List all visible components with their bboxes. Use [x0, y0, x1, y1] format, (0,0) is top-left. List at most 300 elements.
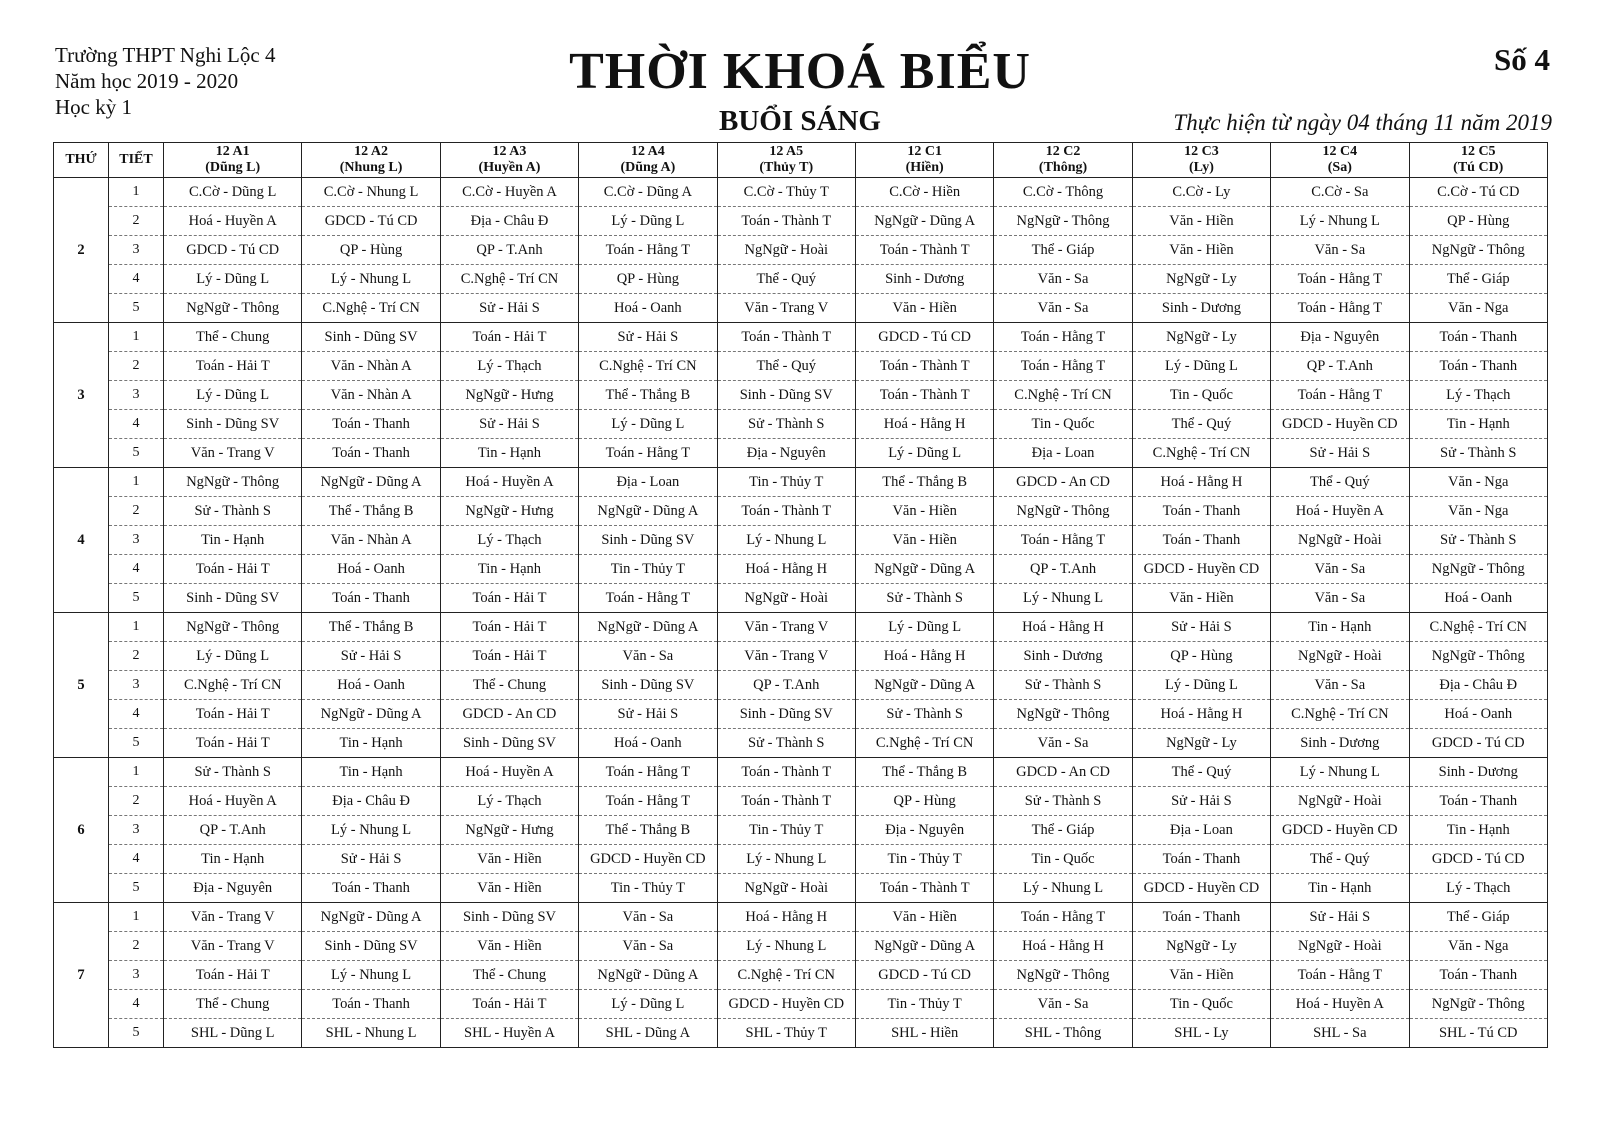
lesson-cell: Lý - Dũng L: [1132, 352, 1270, 381]
lesson-cell: QP - T.Anh: [994, 555, 1132, 584]
lesson-cell: Hoá - Hằng H: [717, 903, 855, 932]
lesson-cell: Văn - Trang V: [717, 613, 855, 642]
lesson-cell: Địa - Châu Đ: [302, 787, 440, 816]
period-number: 4: [109, 700, 164, 729]
lesson-cell: Địa - Châu Đ: [440, 207, 578, 236]
lesson-cell: Văn - Hiền: [440, 874, 578, 903]
lesson-cell: NgNgữ - Ly: [1132, 265, 1270, 294]
period-number: 4: [109, 265, 164, 294]
class-header: [164, 143, 302, 178]
table-row: [54, 874, 1548, 903]
lesson-cell: Sử - Thành S: [164, 758, 302, 787]
lesson-cell: Hoá - Huyền A: [440, 758, 578, 787]
lesson-cell: Sử - Thành S: [164, 497, 302, 526]
lesson-cell: Toán - Thanh: [1409, 787, 1547, 816]
lesson-cell: C.Nghệ - Trí CN: [1132, 439, 1270, 468]
lesson-cell: Toán - Thanh: [1409, 961, 1547, 990]
lesson-cell: NgNgữ - Dũng A: [579, 613, 717, 642]
lesson-cell: Văn - Hiền: [440, 845, 578, 874]
lesson-cell: Văn - Nhàn A: [302, 381, 440, 410]
lesson-cell: NgNgữ - Thông: [164, 613, 302, 642]
period-number: 2: [109, 932, 164, 961]
lesson-cell: Sử - Hải S: [1132, 613, 1270, 642]
lesson-cell: Địa - Nguyên: [717, 439, 855, 468]
lesson-cell: C.Nghệ - Trí CN: [1409, 613, 1547, 642]
class-header: [855, 143, 993, 178]
lesson-cell: Toán - Hằng T: [1271, 381, 1409, 410]
lesson-cell: Văn - Hiền: [855, 903, 993, 932]
homeroom-teacher: (Sa): [1327, 160, 1352, 175]
lesson-cell: NgNgữ - Thông: [164, 294, 302, 323]
lesson-cell: Toán - Hải T: [440, 323, 578, 352]
lesson-cell: Thể - Chung: [164, 990, 302, 1019]
lesson-cell: GDCD - An CD: [994, 758, 1132, 787]
lesson-cell: Sử - Thành S: [717, 410, 855, 439]
lesson-cell: Sử - Hải S: [579, 700, 717, 729]
lesson-cell: Sinh - Dương: [1409, 758, 1547, 787]
day-header: THỨ: [54, 143, 109, 178]
lesson-cell: NgNgữ - Hoài: [1271, 526, 1409, 555]
period-number: 3: [109, 381, 164, 410]
lesson-cell: NgNgữ - Dũng A: [579, 497, 717, 526]
class-header: [994, 143, 1132, 178]
lesson-cell: NgNgữ - Thông: [994, 700, 1132, 729]
table-row: [54, 207, 1548, 236]
lesson-cell: GDCD - Tú CD: [302, 207, 440, 236]
lesson-cell: NgNgữ - Thông: [994, 207, 1132, 236]
lesson-cell: NgNgữ - Hưng: [440, 381, 578, 410]
period-number: 4: [109, 555, 164, 584]
header-row: [54, 143, 1548, 178]
lesson-cell: Hoá - Oanh: [1409, 584, 1547, 613]
lesson-cell: Văn - Sa: [994, 294, 1132, 323]
lesson-cell: Toán - Hằng T: [579, 787, 717, 816]
lesson-cell: Lý - Dũng L: [579, 990, 717, 1019]
lesson-cell: NgNgữ - Hoài: [1271, 642, 1409, 671]
lesson-cell: Sử - Hải S: [579, 323, 717, 352]
page-title: THỜI KHOÁ BIỂU: [569, 43, 1031, 100]
lesson-cell: Lý - Nhung L: [302, 265, 440, 294]
lesson-cell: GDCD - Huyền CD: [1271, 816, 1409, 845]
lesson-cell: Văn - Sa: [1271, 584, 1409, 613]
lesson-cell: Toán - Hải T: [440, 584, 578, 613]
lesson-cell: Tin - Hạnh: [302, 729, 440, 758]
lesson-cell: Tin - Hạnh: [1409, 410, 1547, 439]
lesson-cell: Thể - Giáp: [1409, 265, 1547, 294]
lesson-cell: Toán - Thanh: [1409, 352, 1547, 381]
period-number: 4: [109, 845, 164, 874]
lesson-cell: QP - T.Anh: [1271, 352, 1409, 381]
lesson-cell: Tin - Quốc: [1132, 381, 1270, 410]
lesson-cell: Thể - Thắng B: [855, 468, 993, 497]
lesson-cell: Hoá - Hằng H: [994, 932, 1132, 961]
lesson-cell: C.Cờ - Sa: [1271, 178, 1409, 207]
lesson-cell: NgNgữ - Thông: [1409, 642, 1547, 671]
lesson-cell: Sinh - Dương: [1271, 729, 1409, 758]
lesson-cell: Địa - Nguyên: [1271, 323, 1409, 352]
table-row: [54, 729, 1548, 758]
lesson-cell: Lý - Dũng L: [164, 265, 302, 294]
lesson-cell: Thể - Thắng B: [579, 816, 717, 845]
period-number: 1: [109, 613, 164, 642]
lesson-cell: Toán - Hằng T: [994, 903, 1132, 932]
day-label: 5: [54, 613, 109, 758]
lesson-cell: Thể - Chung: [440, 671, 578, 700]
lesson-cell: Sử - Thành S: [717, 729, 855, 758]
lesson-cell: Lý - Thạch: [440, 352, 578, 381]
lesson-cell: C.Cờ - Thủy T: [717, 178, 855, 207]
lesson-cell: Văn - Hiền: [1132, 961, 1270, 990]
period-number: 4: [109, 990, 164, 1019]
period-number: 3: [109, 526, 164, 555]
class-name: 12 C2: [1045, 144, 1081, 159]
lesson-cell: QP - T.Anh: [164, 816, 302, 845]
lesson-cell: Sinh - Dũng SV: [164, 410, 302, 439]
table-row: [54, 700, 1548, 729]
lesson-cell: Hoá - Oanh: [302, 555, 440, 584]
lesson-cell: Thể - Quý: [1132, 410, 1270, 439]
lesson-cell: Tin - Hạnh: [1271, 874, 1409, 903]
lesson-cell: Văn - Sa: [994, 990, 1132, 1019]
lesson-cell: Địa - Loan: [994, 439, 1132, 468]
lesson-cell: Hoá - Huyền A: [1271, 990, 1409, 1019]
lesson-cell: QP - T.Anh: [440, 236, 578, 265]
lesson-cell: Sinh - Dũng SV: [717, 700, 855, 729]
lesson-cell: NgNgữ - Thông: [164, 468, 302, 497]
homeroom-teacher: (Thông): [1038, 160, 1088, 175]
table-row: [54, 178, 1548, 207]
table-row: [54, 845, 1548, 874]
lesson-cell: C.Nghệ - Trí CN: [1271, 700, 1409, 729]
period-number: 5: [109, 1019, 164, 1048]
period-number: 2: [109, 787, 164, 816]
lesson-cell: Sử - Hải S: [440, 410, 578, 439]
lesson-cell: Sử - Hải S: [302, 642, 440, 671]
table-row: [54, 265, 1548, 294]
lesson-cell: SHL - Sa: [1271, 1019, 1409, 1048]
semester: Học kỳ 1: [55, 95, 132, 119]
lesson-cell: Toán - Hải T: [164, 700, 302, 729]
class-header: [579, 143, 717, 178]
lesson-cell: Lý - Dũng L: [164, 642, 302, 671]
lesson-cell: Toán - Hải T: [164, 352, 302, 381]
lesson-cell: Lý - Dũng L: [855, 439, 993, 468]
lesson-cell: Tin - Thủy T: [579, 555, 717, 584]
lesson-cell: GDCD - Tú CD: [855, 961, 993, 990]
lesson-cell: Toán - Thanh: [302, 410, 440, 439]
lesson-cell: Tin - Hạnh: [164, 845, 302, 874]
lesson-cell: C.Cờ - Tú CD: [1409, 178, 1547, 207]
period-number: 5: [109, 439, 164, 468]
class-header: [1132, 143, 1270, 178]
lesson-cell: C.Cờ - Nhung L: [302, 178, 440, 207]
class-name: 12 C4: [1322, 144, 1358, 159]
lesson-cell: Văn - Trang V: [717, 294, 855, 323]
lesson-cell: Sinh - Dũng SV: [579, 671, 717, 700]
lesson-cell: Tin - Thủy T: [717, 816, 855, 845]
lesson-cell: Toán - Hải T: [440, 642, 578, 671]
timetable: [53, 142, 1548, 1048]
lesson-cell: Văn - Sa: [1271, 671, 1409, 700]
lesson-cell: Tin - Hạnh: [1409, 816, 1547, 845]
lesson-cell: NgNgữ - Dũng A: [302, 700, 440, 729]
table-row: [54, 642, 1548, 671]
lesson-cell: Văn - Hiền: [855, 294, 993, 323]
lesson-cell: NgNgữ - Dũng A: [855, 555, 993, 584]
period-number: 1: [109, 323, 164, 352]
lesson-cell: Sử - Thành S: [994, 787, 1132, 816]
lesson-cell: NgNgữ - Thông: [1409, 236, 1547, 265]
lesson-cell: Sử - Thành S: [994, 671, 1132, 700]
class-name: 12 A1: [215, 144, 250, 159]
class-name: 12 C5: [1460, 144, 1496, 159]
period-number: 1: [109, 758, 164, 787]
lesson-cell: Sinh - Dũng SV: [440, 729, 578, 758]
sheet-number: Số 4: [1494, 42, 1550, 77]
period-number: 3: [109, 961, 164, 990]
lesson-cell: GDCD - Huyền CD: [1271, 410, 1409, 439]
lesson-cell: Lý - Nhung L: [302, 961, 440, 990]
lesson-cell: Tin - Hạnh: [302, 758, 440, 787]
lesson-cell: Toán - Thành T: [717, 497, 855, 526]
lesson-cell: Văn - Nhàn A: [302, 352, 440, 381]
lesson-cell: Toán - Hằng T: [579, 758, 717, 787]
lesson-cell: Văn - Nga: [1409, 468, 1547, 497]
lesson-cell: GDCD - Tú CD: [164, 236, 302, 265]
table-row: [54, 613, 1548, 642]
lesson-cell: Sinh - Dũng SV: [717, 381, 855, 410]
lesson-cell: NgNgữ - Hoài: [717, 236, 855, 265]
table-row: [54, 381, 1548, 410]
lesson-cell: QP - Hùng: [1132, 642, 1270, 671]
lesson-cell: Lý - Nhung L: [994, 584, 1132, 613]
lesson-cell: Hoá - Hằng H: [855, 410, 993, 439]
lesson-cell: C.Cờ - Thông: [994, 178, 1132, 207]
lesson-cell: Văn - Sa: [994, 265, 1132, 294]
lesson-cell: Tin - Quốc: [1132, 990, 1270, 1019]
lesson-cell: SHL - Thông: [994, 1019, 1132, 1048]
period-number: 5: [109, 729, 164, 758]
lesson-cell: Văn - Trang V: [164, 439, 302, 468]
lesson-cell: GDCD - Tú CD: [855, 323, 993, 352]
lesson-cell: Văn - Hiền: [440, 932, 578, 961]
lesson-cell: C.Cờ - Ly: [1132, 178, 1270, 207]
lesson-cell: NgNgữ - Thông: [994, 497, 1132, 526]
lesson-cell: Địa - Nguyên: [164, 874, 302, 903]
lesson-cell: Toán - Hằng T: [579, 236, 717, 265]
table-row: [54, 932, 1548, 961]
lesson-cell: Toán - Hằng T: [994, 526, 1132, 555]
lesson-cell: Sử - Hải S: [1271, 439, 1409, 468]
day-label: 7: [54, 903, 109, 1048]
lesson-cell: QP - Hùng: [1409, 207, 1547, 236]
lesson-cell: Sử - Hải S: [440, 294, 578, 323]
lesson-cell: Văn - Nga: [1409, 497, 1547, 526]
lesson-cell: Tin - Thủy T: [579, 874, 717, 903]
table-row: [54, 468, 1548, 497]
lesson-cell: SHL - Nhung L: [302, 1019, 440, 1048]
period-number: 2: [109, 207, 164, 236]
lesson-cell: NgNgữ - Ly: [1132, 729, 1270, 758]
lesson-cell: C.Nghệ - Trí CN: [164, 671, 302, 700]
lesson-cell: NgNgữ - Dũng A: [855, 671, 993, 700]
lesson-cell: Thể - Quý: [1271, 468, 1409, 497]
lesson-cell: Toán - Thanh: [1409, 323, 1547, 352]
lesson-cell: QP - Hùng: [855, 787, 993, 816]
lesson-cell: Văn - Sa: [579, 642, 717, 671]
table-row: [54, 439, 1548, 468]
lesson-cell: Tin - Hạnh: [440, 555, 578, 584]
lesson-cell: Hoá - Oanh: [579, 294, 717, 323]
lesson-cell: Lý - Dũng L: [579, 410, 717, 439]
lesson-cell: Văn - Nga: [1409, 932, 1547, 961]
lesson-cell: Lý - Thạch: [440, 526, 578, 555]
lesson-cell: NgNgữ - Dũng A: [579, 961, 717, 990]
table-row: [54, 787, 1548, 816]
lesson-cell: Sinh - Dũng SV: [302, 323, 440, 352]
lesson-cell: Toán - Hằng T: [579, 439, 717, 468]
lesson-cell: Thể - Quý: [1271, 845, 1409, 874]
lesson-cell: NgNgữ - Dũng A: [855, 207, 993, 236]
lesson-cell: Sinh - Dương: [1132, 294, 1270, 323]
lesson-cell: NgNgữ - Dũng A: [855, 932, 993, 961]
lesson-cell: Tin - Hạnh: [440, 439, 578, 468]
day-label: 6: [54, 758, 109, 903]
lesson-cell: Toán - Thanh: [302, 874, 440, 903]
lesson-cell: Toán - Thành T: [855, 352, 993, 381]
period-number: 2: [109, 497, 164, 526]
lesson-cell: Văn - Hiền: [855, 497, 993, 526]
lesson-cell: NgNgữ - Dũng A: [302, 468, 440, 497]
lesson-cell: SHL - Thủy T: [717, 1019, 855, 1048]
lesson-cell: NgNgữ - Thông: [994, 961, 1132, 990]
period-number: 5: [109, 584, 164, 613]
lesson-cell: Toán - Thanh: [1132, 526, 1270, 555]
period-number: 5: [109, 874, 164, 903]
lesson-cell: C.Nghệ - Trí CN: [717, 961, 855, 990]
lesson-cell: Thể - Thắng B: [302, 497, 440, 526]
lesson-cell: Lý - Nhung L: [717, 845, 855, 874]
lesson-cell: Sử - Thành S: [1409, 439, 1547, 468]
lesson-cell: C.Cờ - Hiền: [855, 178, 993, 207]
school-year: Năm học 2019 - 2020: [55, 69, 239, 93]
lesson-cell: Toán - Hằng T: [579, 584, 717, 613]
lesson-cell: Hoá - Huyền A: [164, 787, 302, 816]
class-name: 12 A5: [769, 144, 804, 159]
lesson-cell: GDCD - Huyền CD: [1132, 555, 1270, 584]
lesson-cell: SHL - Huyền A: [440, 1019, 578, 1048]
period-number: 3: [109, 671, 164, 700]
lesson-cell: Sử - Thành S: [855, 700, 993, 729]
lesson-cell: Tin - Hạnh: [164, 526, 302, 555]
lesson-cell: QP - Hùng: [579, 265, 717, 294]
homeroom-teacher: (Ly): [1188, 160, 1214, 175]
lesson-cell: Hoá - Hằng H: [717, 555, 855, 584]
class-name: 12 A2: [354, 144, 388, 159]
lesson-cell: Toán - Thanh: [302, 990, 440, 1019]
lesson-cell: NgNgữ - Thông: [1409, 990, 1547, 1019]
table-row: [54, 352, 1548, 381]
lesson-cell: Văn - Trang V: [717, 642, 855, 671]
homeroom-teacher: (Dũng L): [205, 160, 261, 175]
lesson-cell: Sử - Hải S: [1271, 903, 1409, 932]
lesson-cell: Toán - Thanh: [1132, 497, 1270, 526]
lesson-cell: Thể - Giáp: [994, 816, 1132, 845]
lesson-cell: Hoá - Oanh: [1409, 700, 1547, 729]
table-row: [54, 903, 1548, 932]
lesson-cell: Thể - Giáp: [994, 236, 1132, 265]
lesson-cell: C.Cờ - Huyền A: [440, 178, 578, 207]
lesson-cell: Toán - Thành T: [855, 236, 993, 265]
lesson-cell: Hoá - Oanh: [579, 729, 717, 758]
lesson-cell: GDCD - An CD: [994, 468, 1132, 497]
lesson-cell: Sinh - Dũng SV: [302, 932, 440, 961]
lesson-cell: Lý - Dũng L: [1132, 671, 1270, 700]
day-label: 2: [54, 178, 109, 323]
lesson-cell: Địa - Loan: [1132, 816, 1270, 845]
lesson-cell: Văn - Sa: [579, 932, 717, 961]
lesson-cell: Thể - Thắng B: [579, 381, 717, 410]
lesson-cell: Sinh - Dũng SV: [579, 526, 717, 555]
lesson-cell: Văn - Trang V: [164, 932, 302, 961]
lesson-cell: NgNgữ - Hưng: [440, 816, 578, 845]
lesson-cell: Văn - Hiền: [855, 526, 993, 555]
lesson-cell: Văn - Nhàn A: [302, 526, 440, 555]
lesson-cell: NgNgữ - Hoài: [1271, 932, 1409, 961]
lesson-cell: Hoá - Hằng H: [1132, 700, 1270, 729]
lesson-cell: Tin - Hạnh: [1271, 613, 1409, 642]
table-row: [54, 410, 1548, 439]
lesson-cell: Lý - Nhung L: [717, 526, 855, 555]
lesson-cell: QP - T.Anh: [717, 671, 855, 700]
lesson-cell: Tin - Thủy T: [717, 468, 855, 497]
lesson-cell: C.Nghệ - Trí CN: [994, 381, 1132, 410]
lesson-cell: Toán - Hằng T: [1271, 294, 1409, 323]
homeroom-teacher: (Tú CD): [1453, 160, 1504, 175]
lesson-cell: Toán - Thành T: [717, 207, 855, 236]
lesson-cell: C.Nghệ - Trí CN: [440, 265, 578, 294]
table-row: [54, 671, 1548, 700]
lesson-cell: Văn - Sa: [994, 729, 1132, 758]
lesson-cell: Tin - Quốc: [994, 410, 1132, 439]
period-header: TIẾT: [109, 143, 164, 178]
lesson-cell: Sử - Hải S: [302, 845, 440, 874]
lesson-cell: NgNgữ - Hoài: [1271, 787, 1409, 816]
class-header: [1409, 143, 1547, 178]
lesson-cell: C.Cờ - Dũng A: [579, 178, 717, 207]
lesson-cell: Lý - Nhung L: [717, 932, 855, 961]
lesson-cell: GDCD - Tú CD: [1409, 729, 1547, 758]
lesson-cell: Sinh - Dương: [855, 265, 993, 294]
lesson-cell: Toán - Thành T: [855, 381, 993, 410]
lesson-cell: Lý - Thạch: [1409, 874, 1547, 903]
lesson-cell: Văn - Hiền: [1132, 584, 1270, 613]
period-number: 3: [109, 816, 164, 845]
lesson-cell: Toán - Thành T: [855, 874, 993, 903]
lesson-cell: Toán - Hằng T: [1271, 961, 1409, 990]
lesson-cell: Thể - Thắng B: [855, 758, 993, 787]
homeroom-teacher: (Hiền): [905, 160, 944, 175]
lesson-cell: Địa - Châu Đ: [1409, 671, 1547, 700]
lesson-cell: Sử - Thành S: [855, 584, 993, 613]
class-header: [717, 143, 855, 178]
lesson-cell: NgNgữ - Hoài: [717, 584, 855, 613]
period-number: 1: [109, 468, 164, 497]
class-header: [440, 143, 578, 178]
lesson-cell: Hoá - Huyền A: [164, 207, 302, 236]
lesson-cell: Văn - Hiền: [1132, 207, 1270, 236]
lesson-cell: SHL - Tú CD: [1409, 1019, 1547, 1048]
